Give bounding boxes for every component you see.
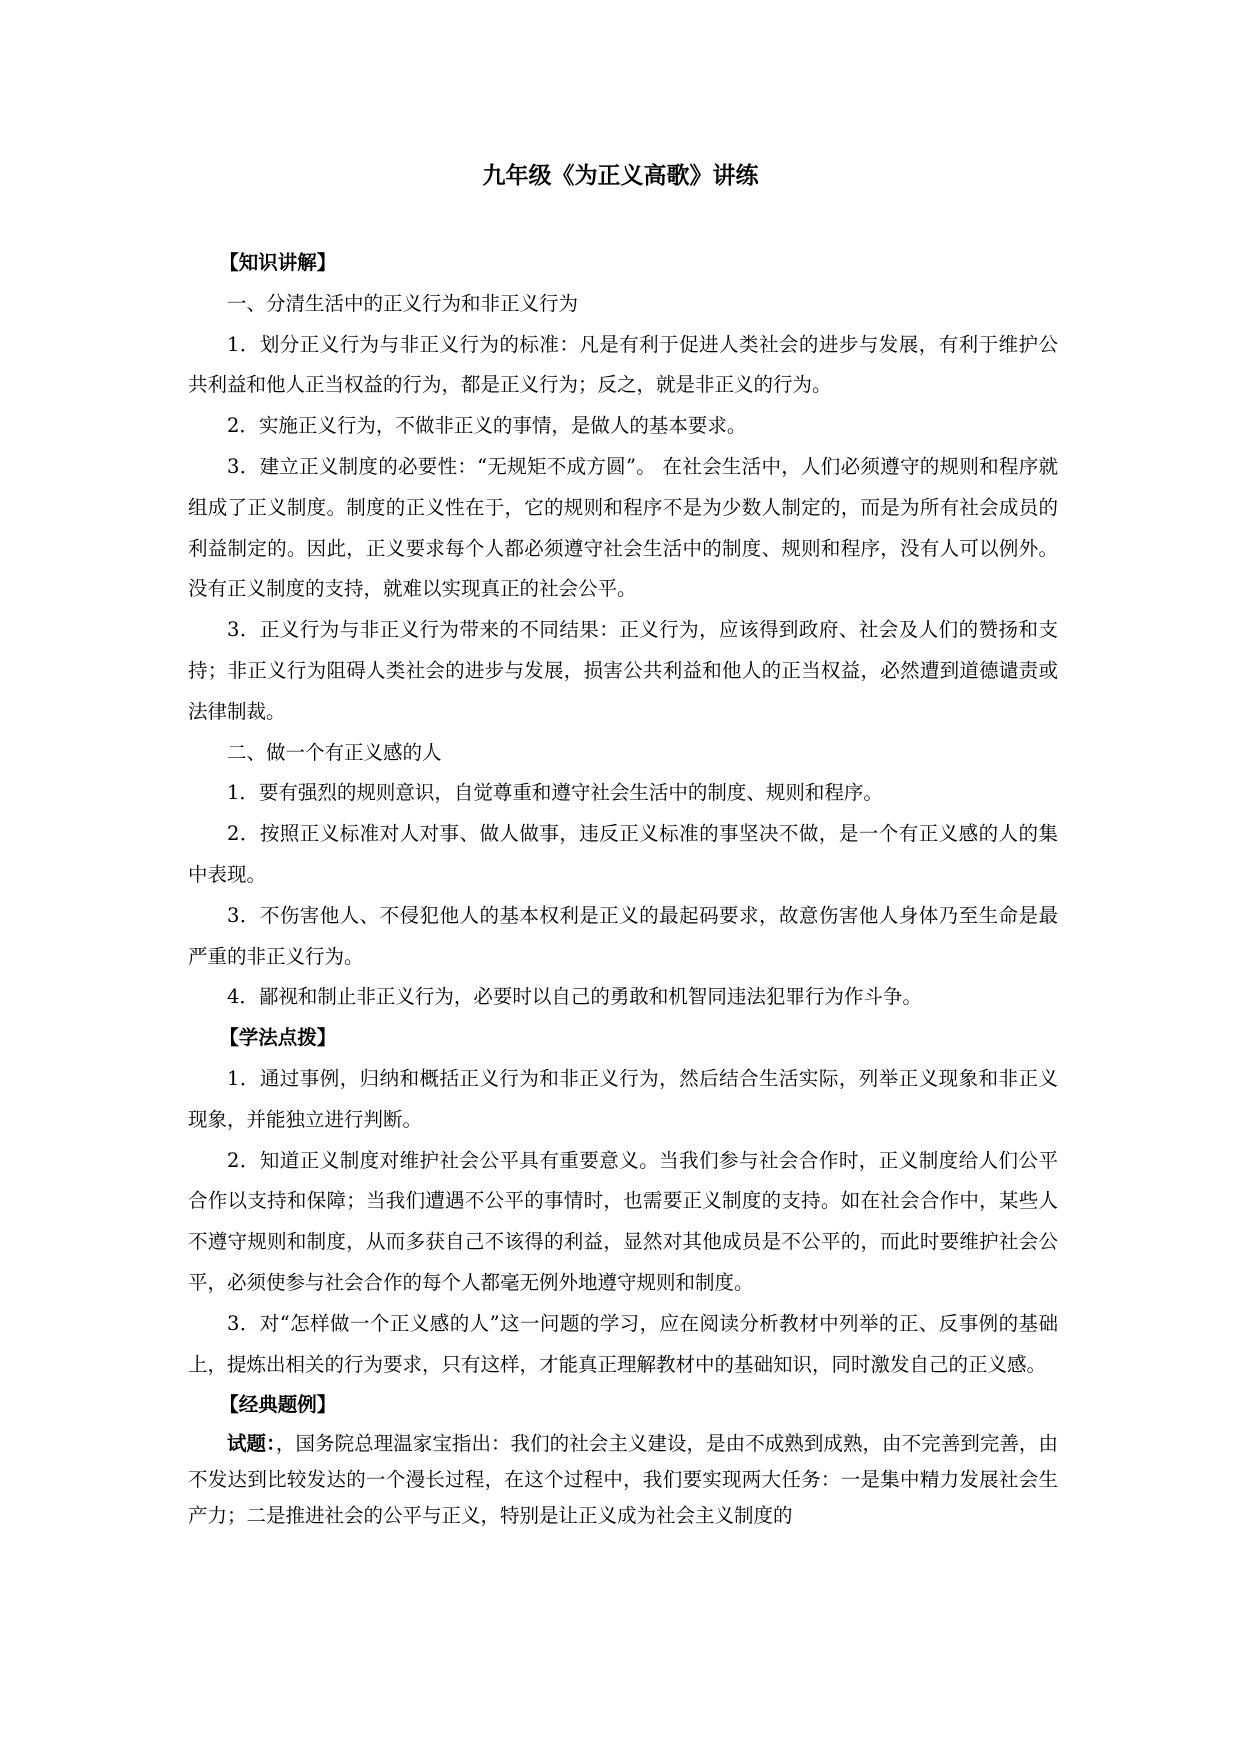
section-subheading: 二、做一个有正义感的人 — [227, 740, 442, 764]
paragraph: 1．要有强烈的规则意识，自觉尊重和遵守社会生活中的制度、规则和程序。 — [227, 781, 883, 805]
paragraph: 2．知道正义制度对维护社会公平具有重要意义。当我们参与社会合作时，正义制度给人们公平合作以支持和保障；当我们遭遇不公平的事情时，也需要正义制度的支持。如在社会合作中，某些人不遵守规则和制度，从而多获自己不该得的利益，显然对其他成员是不公平的，而此时要维护社会公平，必须使参与社会合作的每个人都毫无例外地遵守规则和制度。 — [188, 1148, 1058, 1294]
document-body — [188, 243, 1058, 1534]
example-question — [188, 1426, 1058, 1534]
paragraph: 1．划分正义行为与非正义行为的标准：凡是有利于促进人类社会的进步与发展，有利于维护公共利益和他人正当权益的行为，都是正义行为；反之，就是非正义的行为。 — [188, 332, 1058, 397]
paragraph: 1．通过事例，归纳和概括正义行为和非正义行为，然后结合生活实际，列举正义现象和非正义现象，并能独立进行判断。 — [188, 1066, 1058, 1131]
paragraph: 3．对“怎样做一个正义感的人”这一问题的学习，应在阅读分析教材中列举的正、反事例的基础上，提炼出相关的行为要求，只有这样，才能真正理解教材中的基础知识，同时激发自己的正义感。 — [188, 1311, 1058, 1376]
example-label: 试题： — [227, 1432, 276, 1456]
paragraph: 3．建立正义制度的必要性：“无规矩不成方圆”。 在社会生活中，人们必须遵守的规则和程序就组成了正义制度。制度的正义性在于，它的规则和程序不是为少数人制定的，而是为所有社会成员的利益制定的。因此，正义要求每个人都必须遵守社会生活中的制度、规则和程序，没有人可以例外。没有正义制度的支持，就难以实现真正的社会公平。 — [188, 454, 1058, 601]
paragraph: 3．不伤害他人、不侵犯他人的基本权利是正义的最起码要求，故意伤害他人身体乃至生命是最严重的非正义行为。 — [188, 903, 1058, 968]
paragraph: 3．正义行为与非正义行为带来的不同结果：正义行为，应该得到政府、社会及人们的赞扬和支持；非正义行为阻碍人类社会的进步与发展，损害公共利益和他人的正当权益，必然遭到道德谴责或法律制裁。 — [188, 618, 1058, 723]
section-heading: 【学法点拨】 — [219, 1026, 337, 1050]
paragraph: 2．按照正义标准对人对事、做人做事，违反正义标准的事坚决不做，是一个有正义感的人的集中表现。 — [188, 822, 1058, 886]
document-title: 九年级《为正义高歌》讲练 — [482, 163, 759, 189]
paragraph: 4．鄙视和制止非正义行为，必要时以自己的勇敢和机智同违法犯罪行为作斗争。 — [227, 985, 922, 1009]
section-heading: 【知识讲解】 — [219, 251, 337, 274]
section-heading: 【经典题例】 — [219, 1393, 337, 1417]
section-subheading: 一、分清生活中的正义行为和非正义行为 — [227, 291, 579, 315]
example-text: ，国务院总理温家宝指出：我们的社会主义建设，是由不成熟到成熟，由不完善到完善，由不发达到比较发达的一个漫长过程，在这个过程中，我们要实现两大任务：一是集中精力发展社会生产力；二是推进社会的公平与正义，特别是让正义成为社会主义制度的 — [188, 1432, 1058, 1528]
paragraph: 2．实施正义行为，不做非正义的事情，是做人的基本要求。 — [227, 414, 747, 438]
